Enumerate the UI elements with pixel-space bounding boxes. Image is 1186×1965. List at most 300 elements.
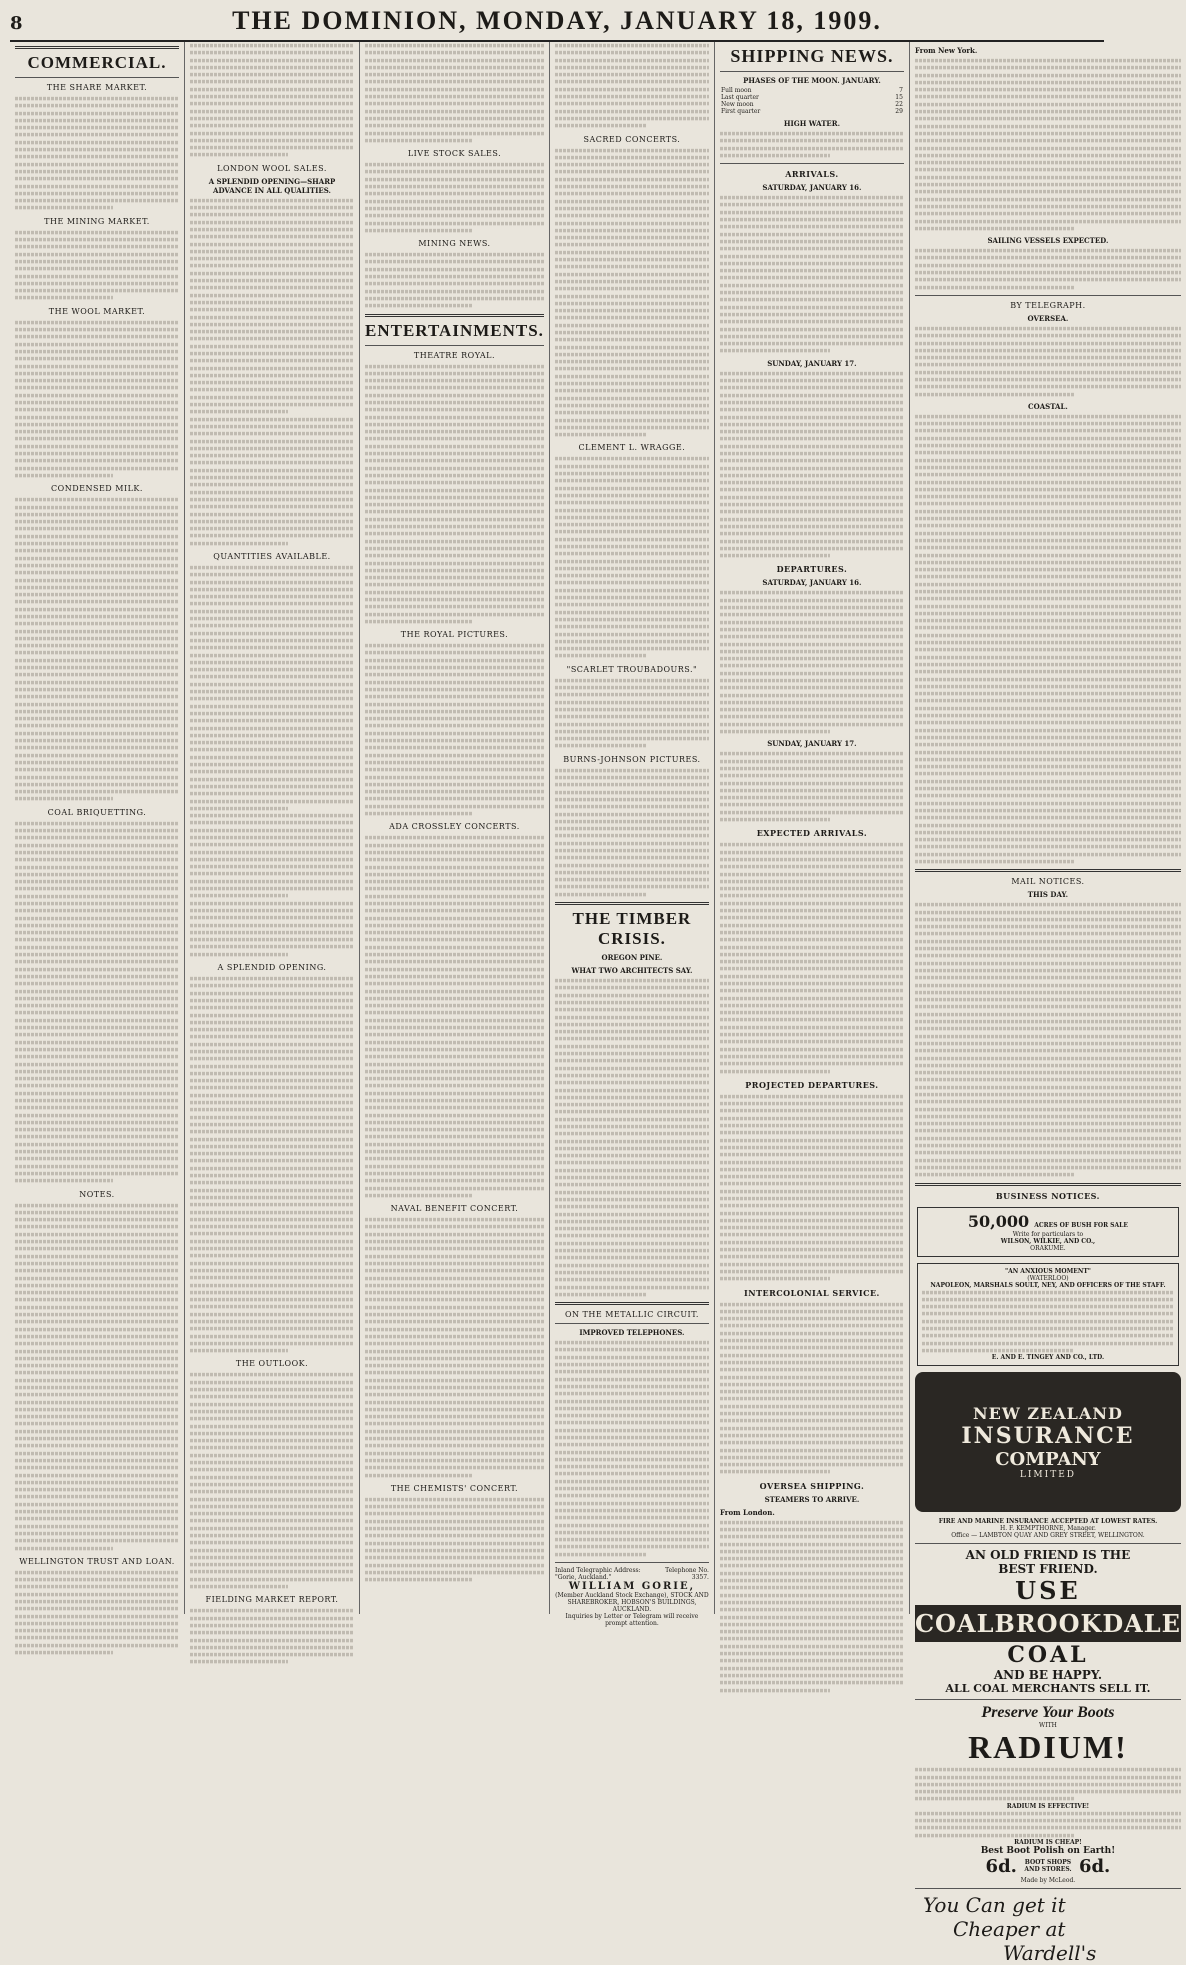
text-line xyxy=(15,372,179,376)
text-line xyxy=(365,282,544,286)
heading-intercolonial: INTERCOLONIAL SERVICE. xyxy=(744,1287,880,1298)
text-line xyxy=(190,483,354,487)
text-line xyxy=(555,1023,709,1027)
text-line xyxy=(190,228,354,232)
text-line xyxy=(720,894,904,898)
text-line xyxy=(190,44,354,48)
text-line xyxy=(915,517,1181,521)
text-line xyxy=(720,723,904,727)
text-line xyxy=(15,1571,179,1575)
text-line xyxy=(15,1004,179,1008)
text-line xyxy=(720,547,904,551)
heading-telephones: IMPROVED TELEPHONES. xyxy=(579,1328,685,1338)
text-line xyxy=(555,1037,709,1041)
text-line xyxy=(555,367,709,371)
text-line xyxy=(15,1320,179,1324)
text-line xyxy=(720,1688,830,1692)
moon-row xyxy=(720,87,904,94)
text-line xyxy=(915,940,1181,944)
text-line xyxy=(190,909,354,913)
text-line xyxy=(365,797,544,801)
text-line xyxy=(15,549,179,553)
text-line xyxy=(365,843,544,847)
text-line xyxy=(555,192,709,196)
text-line xyxy=(190,66,354,70)
heading-live-stock: LIVE STOCK SALES. xyxy=(407,149,502,159)
text-line xyxy=(365,982,544,986)
text-line xyxy=(555,199,709,203)
text-line xyxy=(720,843,904,847)
text-line xyxy=(15,267,179,271)
text-line xyxy=(365,1291,544,1295)
text-line xyxy=(365,229,472,233)
text-line xyxy=(365,946,544,950)
text-line xyxy=(15,199,179,203)
text-line xyxy=(190,1210,354,1214)
text-line xyxy=(915,132,1181,136)
heading-arrivals: ARRIVALS. xyxy=(785,169,839,180)
text-line xyxy=(720,650,904,654)
text-line xyxy=(15,556,179,560)
column-concerts-timber xyxy=(550,42,715,1628)
text-line xyxy=(720,1353,904,1357)
moon-phase: Full moon xyxy=(720,87,752,94)
text-line xyxy=(555,124,647,128)
text-line xyxy=(720,1204,904,1208)
coal-merchants: ALL COAL MERCHANTS SELL IT. xyxy=(945,1682,1151,1696)
text-line xyxy=(190,1646,354,1650)
text-line xyxy=(190,512,354,516)
text-line xyxy=(190,454,354,458)
text-line xyxy=(15,1291,179,1295)
text-line xyxy=(555,494,709,498)
text-line xyxy=(555,769,709,773)
text-line xyxy=(720,291,904,295)
text-line xyxy=(915,772,1181,776)
text-line xyxy=(365,1099,544,1103)
anxious-sub: (WATERLOO) xyxy=(1027,1274,1069,1282)
text-line xyxy=(365,364,544,368)
text-line xyxy=(915,183,1181,187)
text-line xyxy=(15,989,179,993)
text-line xyxy=(190,1334,354,1338)
text-line xyxy=(365,386,544,390)
text-line xyxy=(720,1248,904,1252)
text-line xyxy=(555,730,709,734)
text-line xyxy=(190,1395,354,1399)
text-line xyxy=(720,1062,904,1066)
radium-price xyxy=(915,1856,1181,1877)
text-line xyxy=(555,679,709,683)
text-line xyxy=(365,1459,544,1463)
text-line xyxy=(15,1233,179,1237)
text-line xyxy=(190,1609,354,1613)
text-line xyxy=(365,1527,544,1531)
text-line xyxy=(15,1150,179,1154)
text-line xyxy=(190,1541,354,1545)
text-line xyxy=(365,1262,544,1266)
text-line xyxy=(720,1383,904,1387)
text-line xyxy=(555,1045,709,1049)
column2-top-body xyxy=(190,42,354,159)
text-line xyxy=(555,1494,709,1498)
text-line xyxy=(15,600,179,604)
text-line xyxy=(915,480,1181,484)
text-line xyxy=(555,102,709,106)
text-line xyxy=(720,796,904,800)
heading-mining-market: THE MINING MARKET. xyxy=(44,216,150,226)
text-line xyxy=(15,394,179,398)
text-line xyxy=(720,909,904,913)
text-line xyxy=(555,1421,709,1425)
text-line xyxy=(720,1535,904,1539)
text-line xyxy=(15,578,179,582)
text-line xyxy=(190,1585,288,1589)
text-line xyxy=(720,1375,904,1379)
text-line xyxy=(365,1233,544,1237)
text-line xyxy=(190,1181,354,1185)
text-line xyxy=(15,430,179,434)
text-line xyxy=(915,531,1181,535)
text-line xyxy=(365,532,544,536)
text-line xyxy=(15,775,179,779)
text-line xyxy=(555,708,709,712)
text-line xyxy=(555,1088,709,1092)
text-line xyxy=(15,680,179,684)
text-line xyxy=(915,327,1181,331)
text-line xyxy=(15,1430,179,1434)
text-line xyxy=(365,1225,544,1229)
text-line xyxy=(915,1005,1181,1009)
text-line xyxy=(915,546,1181,550)
text-line xyxy=(190,242,354,246)
text-line xyxy=(15,445,179,449)
text-line xyxy=(15,1084,179,1088)
text-line xyxy=(190,602,354,606)
column-notices-ads xyxy=(910,42,1186,1965)
text-line xyxy=(720,1521,904,1525)
text-line xyxy=(915,334,1181,338)
text-line xyxy=(15,1622,179,1626)
text-line xyxy=(555,1458,709,1462)
text-line xyxy=(15,459,179,463)
wardells-line-2: Cheaper at xyxy=(952,1916,1066,1941)
heading-from-london: From London. xyxy=(719,1507,775,1517)
text-line xyxy=(365,1400,544,1404)
text-line xyxy=(555,1015,709,1019)
text-line xyxy=(365,887,544,891)
text-line xyxy=(555,66,709,70)
text-line xyxy=(190,520,354,524)
text-line xyxy=(720,1434,904,1438)
text-line xyxy=(720,1608,904,1612)
text-line xyxy=(555,51,709,55)
text-line xyxy=(15,1247,179,1251)
text-line xyxy=(190,945,354,949)
text-line xyxy=(365,289,544,293)
text-line xyxy=(190,1497,354,1501)
text-line xyxy=(720,1124,904,1128)
text-line xyxy=(555,1052,709,1056)
text-line xyxy=(15,133,179,137)
anxious-firm: E. AND E. TINGEY AND CO., LTD. xyxy=(991,1354,1105,1362)
text-line xyxy=(190,1381,354,1385)
heading-wool-market: THE WOOL MARKET. xyxy=(48,306,146,316)
text-line xyxy=(720,1564,904,1568)
text-line xyxy=(720,811,904,815)
text-line xyxy=(555,693,709,697)
text-line xyxy=(555,1205,709,1209)
insurance-logo xyxy=(915,1372,1181,1512)
text-line xyxy=(365,401,544,405)
text-line xyxy=(720,938,904,942)
text-line xyxy=(365,1364,544,1368)
text-line xyxy=(15,746,179,750)
text-line xyxy=(190,527,354,531)
text-line xyxy=(720,803,904,807)
text-line xyxy=(365,688,544,692)
text-line xyxy=(555,737,709,741)
text-line xyxy=(915,983,1181,987)
text-line xyxy=(720,1004,904,1008)
text-line xyxy=(555,1212,709,1216)
text-line xyxy=(190,719,354,723)
text-line xyxy=(365,836,544,840)
text-line xyxy=(720,945,904,949)
text-line xyxy=(720,989,904,993)
text-line xyxy=(915,780,1181,784)
moon-day: 22 xyxy=(895,101,903,108)
text-line xyxy=(555,411,709,415)
text-line xyxy=(15,843,179,847)
text-line xyxy=(720,488,904,492)
text-line xyxy=(365,1466,544,1470)
text-line xyxy=(15,1327,179,1331)
text-line xyxy=(190,1276,354,1280)
text-line xyxy=(915,1768,1181,1772)
text-line xyxy=(915,1790,1181,1794)
text-line xyxy=(15,111,179,115)
text-line xyxy=(365,503,544,507)
text-line xyxy=(915,677,1181,681)
text-line xyxy=(365,275,544,279)
text-line xyxy=(720,247,904,251)
text-line xyxy=(365,605,544,609)
heading-scarlet: "SCARLET TROUBADOURS." xyxy=(566,664,698,674)
quantities-after xyxy=(190,900,354,958)
text-line xyxy=(15,1040,179,1044)
text-line xyxy=(915,356,1181,360)
heading-expected-arrivals: EXPECTED ARRIVALS. xyxy=(756,828,868,839)
text-line xyxy=(15,1349,179,1353)
text-line xyxy=(365,931,544,935)
text-line xyxy=(365,644,544,648)
text-line xyxy=(555,331,709,335)
text-line xyxy=(915,124,1181,128)
text-line xyxy=(15,1335,179,1339)
text-line xyxy=(720,466,904,470)
text-line xyxy=(190,858,354,862)
from-london-body xyxy=(720,1519,904,1694)
text-line xyxy=(365,895,544,899)
text-line xyxy=(365,554,544,558)
text-line xyxy=(555,251,709,255)
text-line xyxy=(365,1004,544,1008)
text-line xyxy=(15,542,179,546)
preserve-boots: Preserve Your Boots xyxy=(981,1704,1115,1722)
text-line xyxy=(365,591,544,595)
wellington-trust-body xyxy=(15,1569,179,1657)
text-line xyxy=(15,1203,179,1207)
text-line xyxy=(365,1040,544,1044)
text-line xyxy=(555,1538,709,1542)
text-line xyxy=(365,496,544,500)
text-line xyxy=(365,394,544,398)
text-line xyxy=(190,1563,354,1567)
text-line xyxy=(720,1623,904,1627)
text-line xyxy=(915,692,1181,696)
text-line xyxy=(190,865,354,869)
text-line xyxy=(365,1026,544,1030)
text-line xyxy=(15,571,179,575)
text-line xyxy=(15,1466,179,1470)
text-line xyxy=(915,1056,1181,1060)
text-line xyxy=(555,596,709,600)
text-line xyxy=(915,626,1181,630)
text-line xyxy=(365,873,544,877)
text-line xyxy=(15,797,113,801)
acres-number: 50,000 xyxy=(967,1211,1030,1231)
text-line xyxy=(365,746,544,750)
text-line xyxy=(365,975,544,979)
text-line xyxy=(15,753,179,757)
text-line xyxy=(365,768,544,772)
text-line xyxy=(15,452,179,456)
text-line xyxy=(15,1157,179,1161)
text-line xyxy=(365,518,544,522)
text-line xyxy=(555,1407,709,1411)
text-line xyxy=(555,185,709,189)
text-line xyxy=(365,1415,544,1419)
text-line xyxy=(15,1121,179,1125)
text-line xyxy=(190,1638,354,1642)
text-line xyxy=(720,672,904,676)
insurance-manager: H. F. KEMPTHORNE, Manager. xyxy=(999,1525,1096,1533)
text-line xyxy=(365,1327,544,1331)
text-line xyxy=(922,1320,1174,1324)
text-line xyxy=(555,1249,709,1253)
text-line xyxy=(720,1033,904,1037)
text-line xyxy=(190,352,354,356)
text-line xyxy=(365,1422,544,1426)
text-line xyxy=(365,967,544,971)
ad-anxious-moment xyxy=(917,1263,1179,1367)
text-line xyxy=(365,865,544,869)
text-line xyxy=(555,1125,709,1129)
text-line xyxy=(365,1498,544,1502)
text-line xyxy=(365,805,544,809)
text-line xyxy=(190,1123,354,1127)
text-line xyxy=(915,1013,1181,1017)
text-line xyxy=(190,610,354,614)
text-line xyxy=(15,1451,179,1455)
text-line xyxy=(720,1047,904,1051)
text-line xyxy=(365,1048,544,1052)
text-line xyxy=(15,206,113,210)
heading-fielding: FIELDING MARKET REPORT. xyxy=(205,1595,339,1605)
text-line xyxy=(15,1313,179,1317)
text-line xyxy=(915,991,1181,995)
text-line xyxy=(555,1523,709,1527)
text-line xyxy=(915,583,1181,587)
text-line xyxy=(555,1285,709,1289)
text-line xyxy=(365,109,544,113)
text-line xyxy=(190,235,354,239)
splendid-opening-body xyxy=(190,975,354,1354)
text-line xyxy=(555,618,709,622)
text-line xyxy=(555,1436,709,1440)
text-line xyxy=(15,1444,179,1448)
text-line xyxy=(915,823,1181,827)
text-line xyxy=(15,104,179,108)
text-line xyxy=(15,1539,179,1543)
text-line xyxy=(720,225,904,229)
text-line xyxy=(15,141,179,145)
text-line xyxy=(555,790,709,794)
heading-naval-benefit: NAVAL BENEFIT CONCERT. xyxy=(390,1204,519,1214)
text-line xyxy=(15,1593,179,1597)
text-line xyxy=(555,654,647,658)
text-line xyxy=(915,699,1181,703)
quantities-body xyxy=(190,564,354,812)
text-line xyxy=(915,502,1181,506)
text-line xyxy=(190,293,354,297)
text-line xyxy=(915,553,1181,557)
text-line xyxy=(190,1218,354,1222)
text-line xyxy=(365,1342,544,1346)
text-line xyxy=(15,192,179,196)
text-line xyxy=(15,513,179,517)
mining-news-body xyxy=(365,251,544,309)
text-line xyxy=(720,923,904,927)
departures-saturday: SATURDAY, JANUARY 16. xyxy=(762,578,862,588)
text-line xyxy=(555,287,709,291)
text-line xyxy=(720,503,904,507)
text-line xyxy=(365,437,544,441)
text-line xyxy=(15,245,179,249)
text-line xyxy=(720,1026,904,1030)
anxious-note: NAPOLEON, MARSHALS SOULT, NEY, AND OFFICERS OF THE STAFF. xyxy=(930,1281,1166,1289)
text-line xyxy=(365,253,544,257)
text-line xyxy=(15,931,179,935)
text-line xyxy=(365,583,544,587)
text-line xyxy=(15,1164,179,1168)
text-line xyxy=(720,628,904,632)
text-line xyxy=(555,715,709,719)
text-line xyxy=(365,1408,544,1412)
text-line xyxy=(720,1233,904,1237)
text-line xyxy=(720,1168,904,1172)
radium-body xyxy=(915,1766,1181,1802)
text-line xyxy=(15,1437,179,1441)
text-line xyxy=(915,466,1181,470)
text-line xyxy=(915,670,1181,674)
text-line xyxy=(555,1531,709,1535)
text-line xyxy=(15,873,179,877)
text-line xyxy=(190,1145,354,1149)
text-line xyxy=(720,613,904,617)
text-line xyxy=(555,163,709,167)
